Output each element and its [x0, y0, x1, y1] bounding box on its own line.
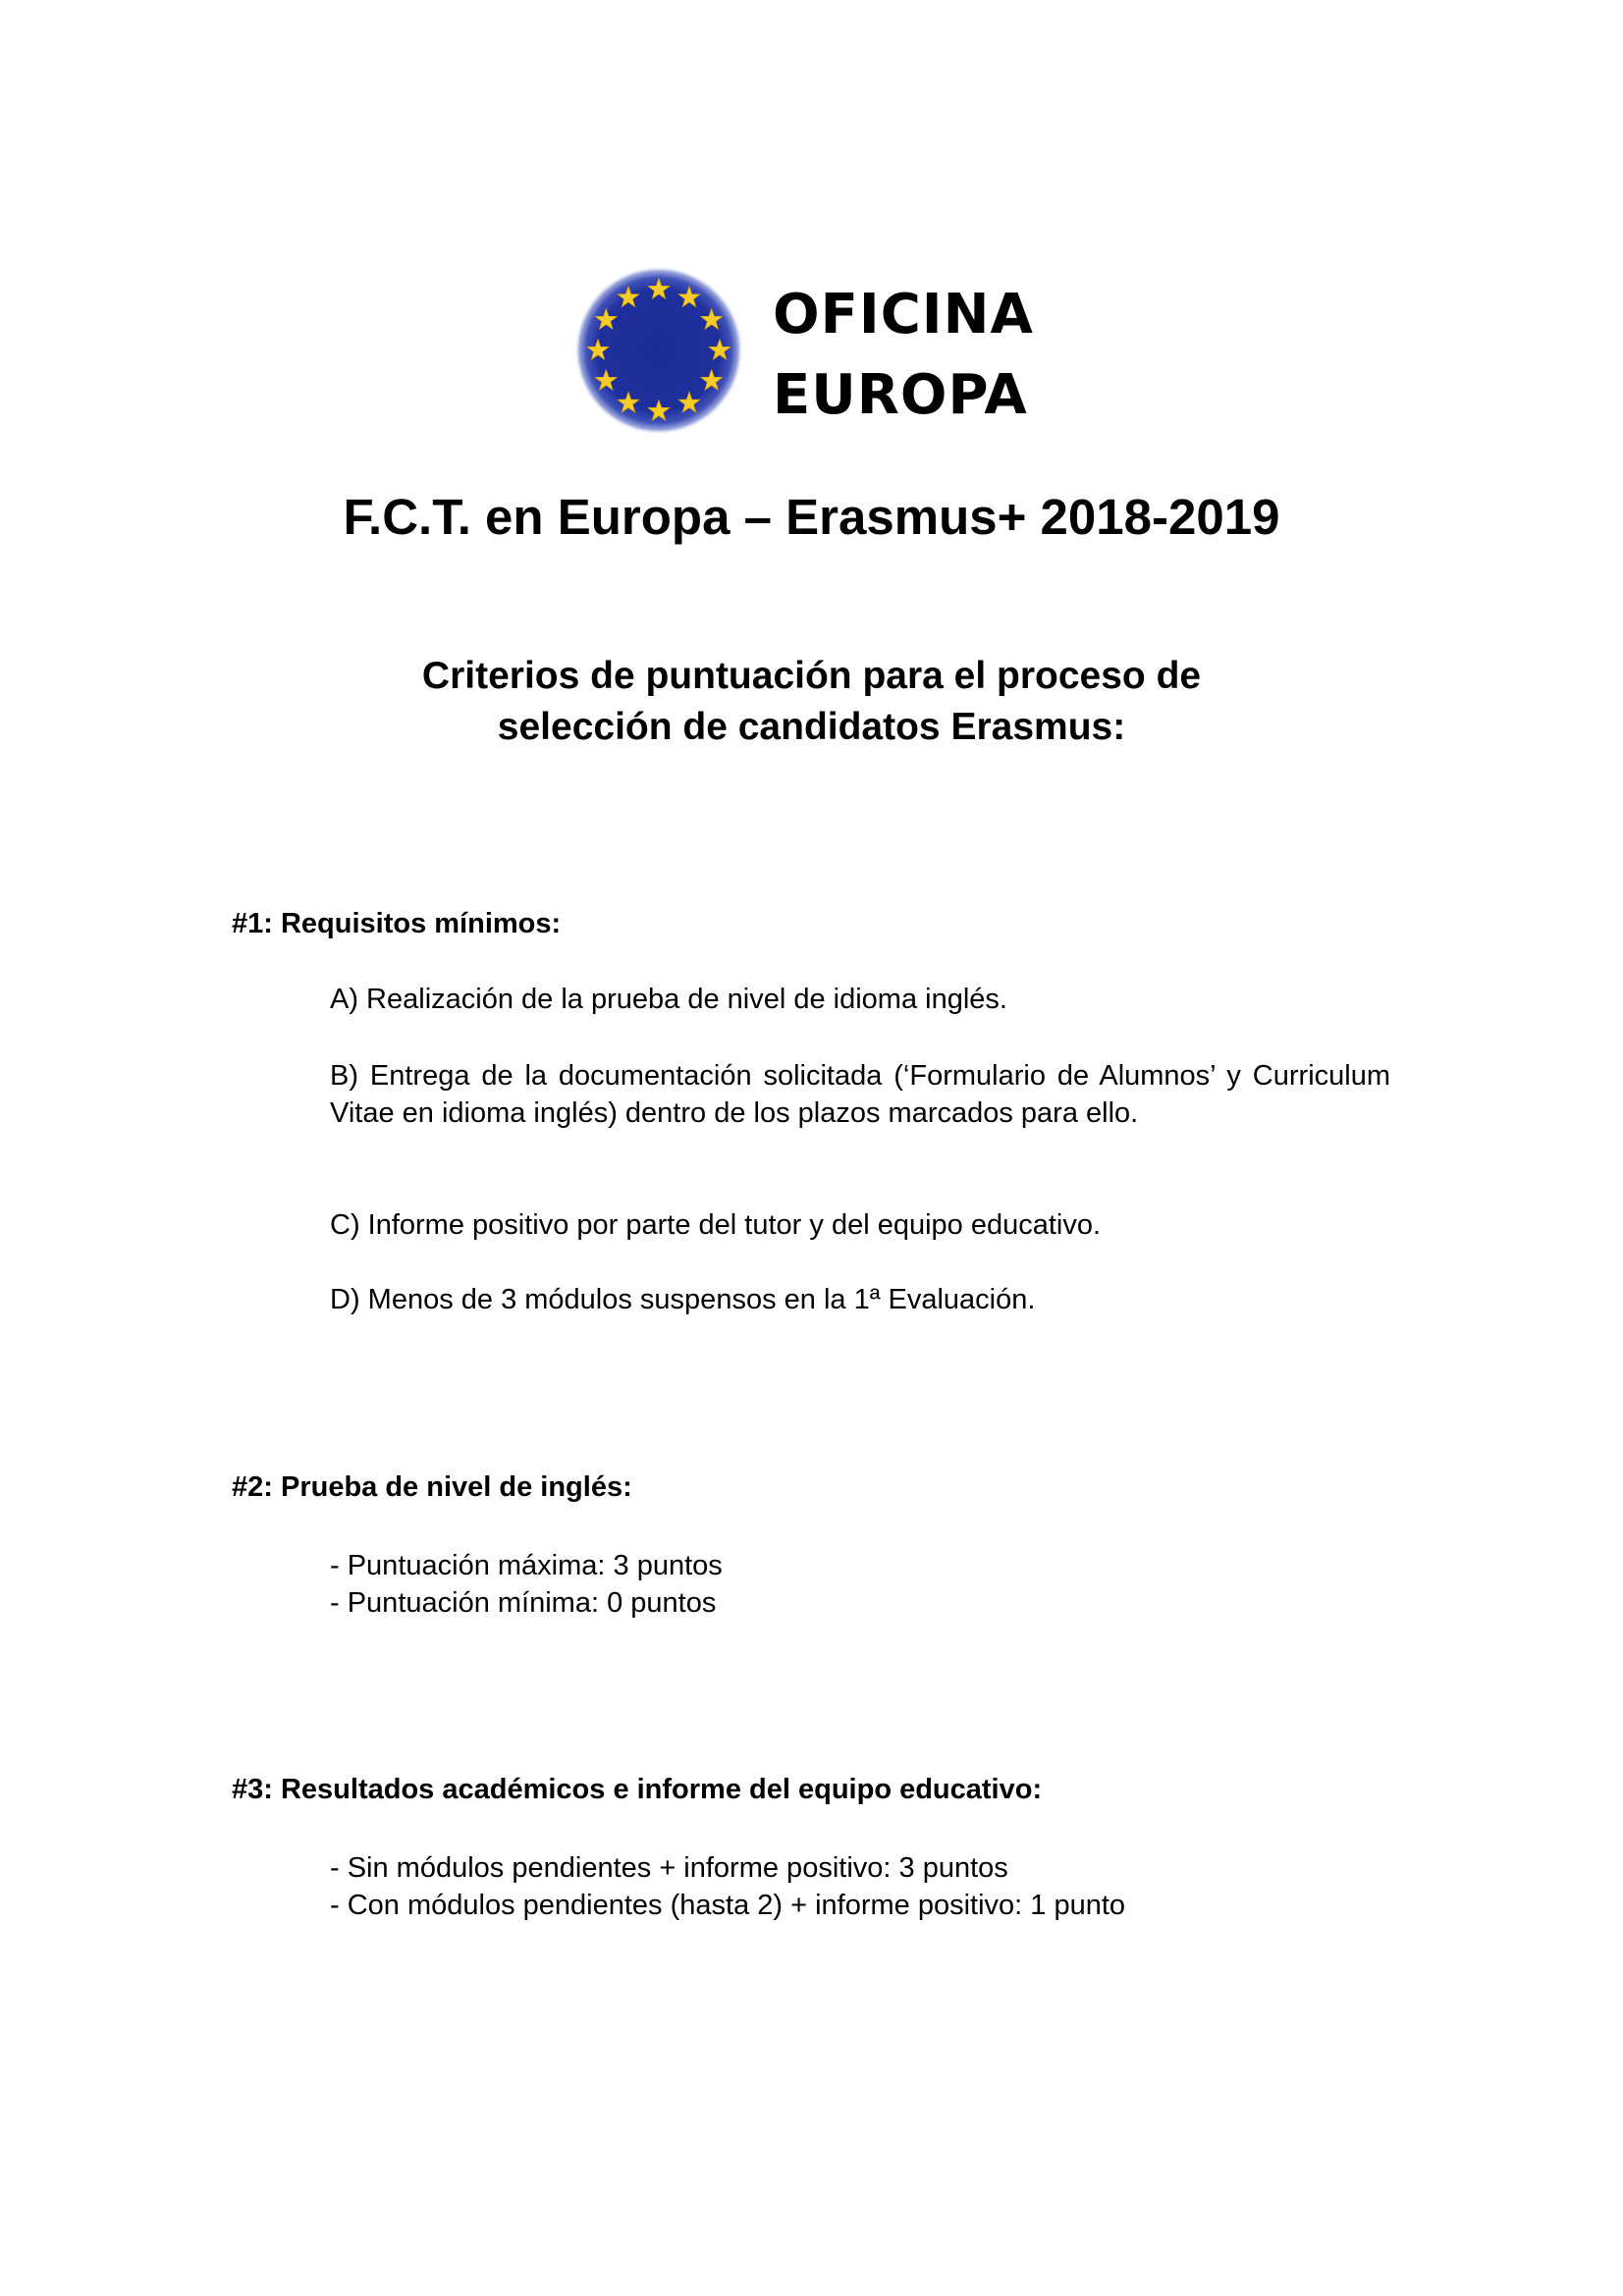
requirement-a: A) Realización de la prueba de nivel de idioma inglés.: [330, 984, 1007, 1015]
page-title: F.C.T. en Europa – Erasmus+ 2018-2019: [343, 489, 1280, 545]
score-with-pending: - Con módulos pendientes (hasta 2) + informe positivo: 1 punto: [330, 1890, 1126, 1921]
subtitle-line-1: Criterios de puntuación para el proceso de: [421, 655, 1202, 697]
logo-wordmark: [773, 275, 1034, 436]
score-max: - Puntuación máxima: 3 puntos: [330, 1550, 723, 1581]
requirement-b: B) Entrega de la documentación solicitada (‘Formulario de Alumnos’ y Curriculum Vitae en idioma inglés) dentro de los plazos marcados para ello.: [330, 1060, 1390, 1129]
subtitle-line-2: selección de candidatos Erasmus:: [497, 706, 1126, 748]
requirement-d: D) Menos de 3 módulos suspensos en la 1ª Evaluación.: [330, 1284, 1036, 1315]
score-min: - Puntuación mínima: 0 puntos: [330, 1587, 717, 1619]
section-1-heading: #1: Requisitos mínimos:: [232, 908, 562, 939]
requirement-c: C) Informe positivo por parte del tutor y del equipo educativo.: [330, 1209, 1102, 1241]
section-2-list: [330, 1547, 1390, 1622]
eu-flag-icon: [574, 263, 743, 438]
section-3-heading: #3: Resultados académicos e informe del equipo educativo:: [232, 1774, 1043, 1805]
section-3-list: [330, 1849, 1390, 1924]
section-2-heading: #2: Prueba de nivel de inglés:: [232, 1471, 632, 1503]
page-subtitle: [0, 651, 1623, 753]
logo-line-1: OFICINA: [773, 283, 1034, 347]
logo-line-2: EUROPA: [773, 363, 1028, 427]
score-no-pending: - Sin módulos pendientes + informe positivo: 3 puntos: [330, 1852, 1008, 1884]
oficina-europa-logo: [574, 263, 1065, 440]
